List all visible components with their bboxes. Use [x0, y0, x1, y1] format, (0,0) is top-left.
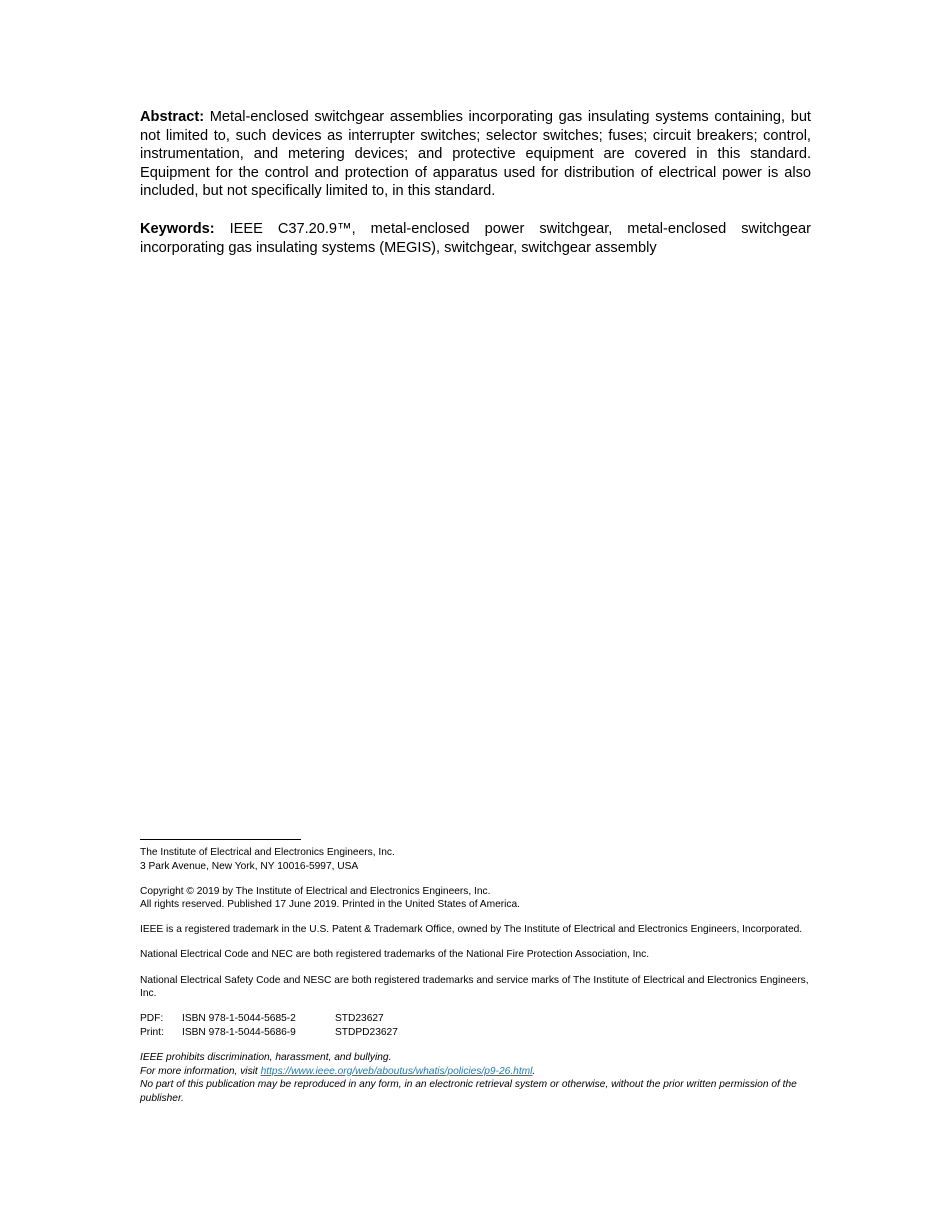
info-suffix: .	[532, 1065, 536, 1077]
copyright-block	[140, 885, 811, 912]
trademark-nec: National Electrical Code and NEC are both registered trademarks of the National Fire Protection Association, Inc.	[140, 949, 650, 961]
policy-line: IEEE prohibits discrimination, harassment, and bullying.	[140, 1051, 392, 1063]
policy-notice	[140, 1051, 811, 1105]
isbn-number: ISBN 978-1-5044-5685-2	[182, 1013, 296, 1025]
document-page	[140, 0, 811, 1230]
reproduction-notice: No part of this publication may be reproduced in any form, in an electronic retrieval system or otherwise, without the prior written permission of the publisher.	[140, 1079, 797, 1104]
footnote-divider	[140, 839, 301, 840]
keywords-text: IEEE C37.20.9™, metal-enclosed power switchgear, metal-enclosed switchgear incorporating gas insulating systems (MEGIS), switchgear, switchgear assembly	[140, 221, 811, 256]
keywords-paragraph	[140, 220, 811, 257]
publisher-block	[140, 846, 811, 873]
isbn-table	[140, 1012, 398, 1039]
policy-link[interactable]: https://www.ieee.org/web/aboutus/whatis/policies/p9-26.html	[260, 1065, 533, 1077]
isbn-row-print	[140, 1026, 398, 1040]
isbn-row-pdf	[140, 1012, 398, 1026]
abstract-text: Metal-enclosed switchgear assemblies incorporating gas insulating systems containing, but not limited to, such devices as interrupter switches; selector switches; fuses; circuit breakers; control, instrumentation, and metering devices; and protective equipment are covered in this standard. Equipment for the control and protection of apparatus used for distribution of electrical power is also included, but not specifically limited to, in this standard.	[140, 109, 811, 199]
copyright-line: Copyright © 2019 by The Institute of Electrical and Electronics Engineers, Inc.	[140, 885, 491, 897]
rights-line: All rights reserved. Published 17 June 2019. Printed in the United States of America.	[140, 899, 520, 911]
abstract-paragraph	[140, 108, 811, 201]
info-prefix: For more information, visit	[140, 1065, 261, 1077]
isbn-code: STD23627	[335, 1013, 384, 1025]
isbn-number: ISBN 978-1-5044-5686-9	[182, 1026, 296, 1038]
abstract-label: Abstract:	[140, 109, 205, 125]
isbn-format: Print:	[140, 1026, 164, 1038]
trademark-nesc: National Electrical Safety Code and NESC are both registered trademarks and service marks of The Institute of Electrical and Electronics Engineers, Inc.	[140, 974, 809, 1000]
info-line	[140, 1065, 811, 1079]
isbn-format: PDF:	[140, 1013, 164, 1025]
publication-footer	[140, 846, 811, 1105]
keywords-label: Keywords:	[140, 221, 215, 237]
publisher-address: 3 Park Avenue, New York, NY 10016-5997, USA	[140, 860, 359, 872]
trademark-ieee: IEEE is a registered trademark in the U.S. Patent & Trademark Office, owned by The Institute of Electrical and Electronics Engineers, Incorporated.	[140, 924, 803, 936]
isbn-code: STDPD23627	[335, 1026, 398, 1038]
publisher-name: The Institute of Electrical and Electronics Engineers, Inc.	[140, 847, 395, 858]
